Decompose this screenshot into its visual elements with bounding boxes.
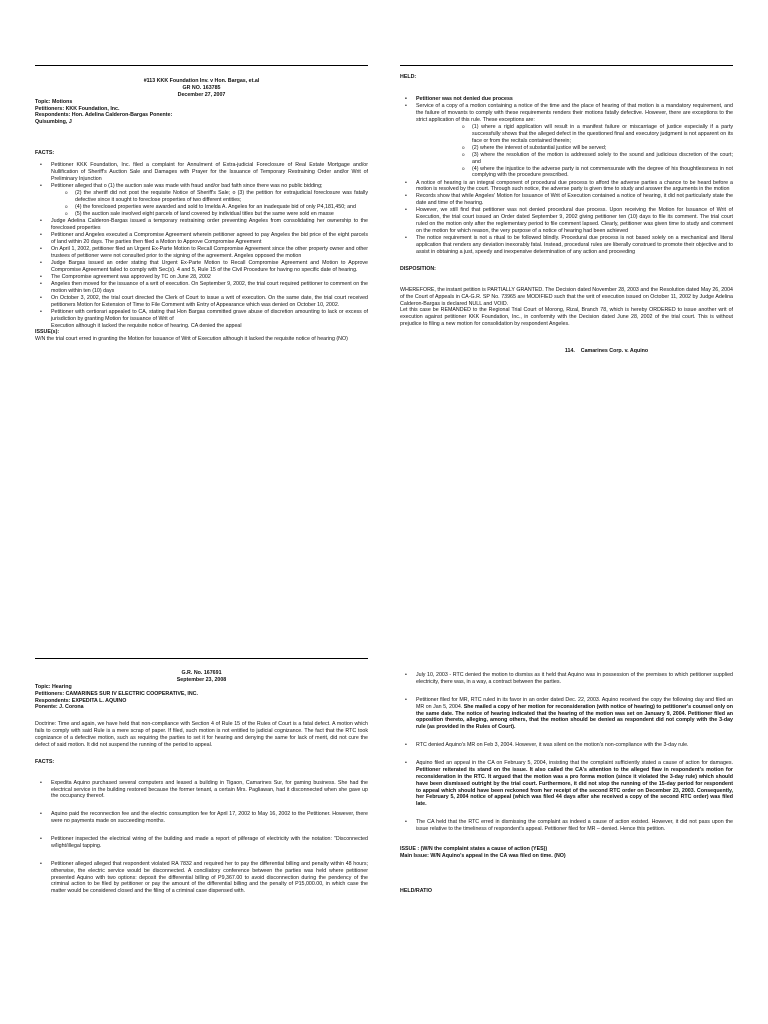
- case-petitioners: Petitioners: KKK Foundation, Inc.: [35, 105, 120, 112]
- held-heading: HELD:: [400, 74, 417, 80]
- list-item: • July 10, 2003 - RTC denied the motion to dismiss as it held that Aquino was in possession of the premises to which petitioner supplied electricity, there was, in a way, a contract between the parties.: [416, 672, 733, 686]
- list-item: • Expedita Aquino purchased several computers and leased a building in Tigaon, Camarines Sur, for gaming business. She had the electrical service in the building restored because the former tenant, a certain Mrs. Pagliawan, had it disconnected when she gave up the occupancy thereof.: [51, 780, 368, 801]
- list-item-text: Petitioner filed for MR, RTC ruled in its favor in an order dated Dec. 22, 2003. Aquino received the copy the following day and filed an MR on Jan 5, 2004.: [416, 696, 733, 710]
- list-item: • However, we still find that petitioner was not denied procedural due process. Upon receiving the Motion for Issuance of Writ of Execution, the trial court issued an Order dated September 9, 2002 giving petitioner ten (10) days to file its comment. The trial court ruled on the motion only after the reglementary period to file comment lapsed. Clearly, petitioner was given time to study and comment on the motion for which reason, the very purpose of a notice of hearing had been achieved: [416, 207, 733, 235]
- facts-list: [35, 162, 368, 190]
- list-item: • Petitioner and Angeles executed a Compromise Agreement wherein petitioner agreed to pay Angeles the bid price of the eight parcels of land within 20 days. The parties then filed a Motion to Approve Compromise Agreement: [51, 232, 368, 246]
- case-gr-number: G.R. No. 167691: [181, 670, 222, 676]
- next-case-title: 114. Camarines Corp. v. Aquino: [564, 348, 649, 354]
- list-item: o (2) the sheriff did not post the requisite Notice of Sheriff's Sale; o (3) the petition for extrajudicial foreclosure was fatally defective since it sought to foreclose properties of two different entities;: [75, 190, 368, 204]
- issue-text: ISSUE : (W/N the complaint states a cause of action (YES)): [400, 845, 548, 852]
- case-respondents: Respondents: EXPEDITA L. AQUINO: [35, 697, 127, 704]
- case-date: December 27, 2007: [177, 91, 226, 98]
- list-item: • The CA held that the RTC erred in dismissing the complaint as indeed a cause of action existed. However, it did not pass upon the issue relative to the timeliness of respondent's appeal. Petitioner filed for MR – denied. Hence this petition.: [416, 819, 733, 833]
- facts-sub-list: [35, 190, 368, 218]
- list-item: o (1) where a rigid application will result in a manifest failure or miscarriage of justice especially if a party successfully shows that the alleged defect in the questioned final and executory judgment is not apparent on its face or from the recitals contained therein;: [472, 124, 733, 145]
- list-item: • The Compromise agreement was approved by TC on June 28, 2002: [51, 274, 368, 281]
- case-petitioners: Petitioners: CAMARINES SUR IV ELECTRIC COOPERATIVE, INC.: [35, 690, 198, 697]
- facts-heading: FACTS:: [35, 150, 55, 157]
- case-respondents: Respondents: Hon. Adelina Calderon-Bargas Ponente:: [35, 112, 173, 119]
- facts-heading: FACTS:: [35, 758, 55, 765]
- list-item: • The notice requirement is not a ritual to be followed blindly. Procedural due process is not based solely on a mechanical and literal application that renders any deviation inexorably fatal. Instead, procedural rules are liberally construed to promote their objective and to assist in obtaining a just, speedy and inexpensive determination of any action and proceeding: [416, 235, 733, 256]
- disposition-heading: DISPOSITION:: [400, 265, 436, 272]
- list-item: • A notice of hearing is an integral component of procedural due process to afford the adverse parties a chance to be heard before a motion is resolved by the court. Through such notice, the adverse party is given time to study and answer the arguments in the motion: [416, 180, 733, 194]
- list-item: o (4) the foreclosed properties were awarded and sold to Imelda A. Angeles for an inadequate bid of only P4,181,450; and: [75, 204, 368, 211]
- list-item: • Judge Bargas issued an order stating that Urgent Ex-Parte Motion to Recall Compromise Agreement and Motion to Approve Compromise Agreement failed to comply with Sec(s). 4 and 5, Rule 15 of the Civil Procedure for having no specific date of hearing.: [51, 260, 368, 274]
- case-title: #113 KKK Foundation Inv. v Hon. Bargas, et.al: [143, 78, 260, 84]
- case-ponente: Quisumbing, J: [35, 119, 72, 126]
- list-item-emphasis: Petitioner reiterated its stand on the issue. It also called the CA's attention to the alleged flaw in respondent's motion for reconsideration in the RTC. It argued that the motion was a pro forma motion (since it violated the 3-day rule) which should have been dismissed outright by the trial court. Furthermore, it did not stop the running of the 15-day period for respondent to appeal which should have been reckoned from her receipt of the second RTC order on December 23, 2003. Consequently, her February 5, 2004 notice of appeal (which was filed 44 days after she received a copy of the second RTC order) was filed late.: [416, 766, 733, 808]
- list-item: • Petitioner with certiorari appealed to CA, stating that Hon Bargas committed grave abuse of discretion amounting to lack or excess of jurisdiction by granting Motion for issuance of Writ of: [51, 309, 368, 323]
- list-item: o (3) where the resolution of the motion is addressed solely to the sound and judicious discretion of the court; and: [472, 152, 733, 166]
- case-gr-number: GR NO. 163785: [182, 84, 221, 91]
- issue-heading: ISSUE(s):: [35, 329, 60, 336]
- list-item: • Petitioner was not denied due process: [416, 96, 733, 103]
- list-item: o (2) where the interest of substantial justice will be served;: [472, 145, 733, 152]
- list-item: • Judge Adelina Calderon-Bargas issued a temporary restraining order preventing Angeles from consolidating her ownership to the foreclosed properties: [51, 218, 368, 232]
- list-item-emphasis: She mailed a copy of her motion for reconsideration (with notice of hearing) to petitioner's counsel only on the same date. The notice of hearing indicated that the hearing of the motion was set on January 9, 2004. Petitioner filed an opposition thereto, alleging, among others, that the motion should be denied as respondent did not comply with the 3-day rule (as provided in the Rules of Court).: [416, 703, 733, 731]
- facts-tail: Execution although it lacked the requisite notice of hearing. CA denied the appeal: [51, 322, 242, 329]
- list-item: • Angeles then moved for the issuance of a writ of execution. On September 9, 2002, the trial court required petitioner to comment on the motion within ten (10) days: [51, 281, 368, 295]
- case-topic: Topic: Motions: [35, 98, 73, 105]
- disposition-paragraph: WHEREFORE, the instant petition is PARTIALLY GRANTED. The Decision dated November 28, 2003 and the Resolution dated May 26, 2004 of the Court of Appeals in CA-G.R. SP No. 73965 are MODIFIED such that the writ of execution issued on October 11, 2002 by Judge Adelina Calderon-Bargas is declared NULL and VOID.: [400, 286, 733, 307]
- list-item: o (4) where the injustice to the adverse party is not commensurate with the degree of his thoughtlessness in not complying with the procedure prescribed.: [472, 166, 733, 180]
- facts-list: [35, 780, 368, 896]
- list-item: • Petitioner alleged that o (1) the auction sale was made with fraud and/or bad faith since there was no public bidding;: [51, 183, 368, 190]
- issue-text: W/N the trial court erred in granting the Motion for Issuance of Writ of Execution although it lacked the requisite notice of hearing (NO): [35, 336, 348, 343]
- held-sub-list: [400, 124, 733, 180]
- case1-right-column: [400, 65, 733, 355]
- list-item: [416, 697, 733, 731]
- list-item: • Records show that while Angeles' Motion for Issuance of Writ of Execution contained a notice of hearing, it did not particularly state the date and time of the hearing.: [416, 193, 733, 207]
- list-item: • Petitioner KKK Foundation, Inc. filed a complaint for Annulment of Extra-judicial Foreclosure of Real Estate Mortgage and/or Nullification of Sheriff's Auction Sale and Damages with Prayer for the Issuance of Temporary Restraining Order and/or Writ of Preliminary Injunction: [51, 162, 368, 183]
- case-date: September 23, 2008: [176, 676, 227, 683]
- case1-left-column: [35, 65, 368, 343]
- list-item: • On April 1, 2002, petitioner filed an Urgent Ex-Parte Motion to Recall Compromise Agreement since the other property owner and other trustees of petitioner were not consulted prior to the signing of the agreement. Angeles opposed the motion: [51, 246, 368, 260]
- case-topic: Topic: Hearing: [35, 683, 72, 690]
- list-item: [416, 760, 733, 808]
- list-item-text: Aquino filed an appeal in the CA on February 5, 2004, insisting that the complaint sufficiently stated a cause of action for damages.: [416, 760, 733, 766]
- list-item: • Petitioner inspected the electrical wiring of the building and made a report of pilferage of electricity with the notation: "Disconnected w/light/illegal tapping.: [51, 836, 368, 850]
- held-list: [400, 96, 733, 124]
- main-issue-text: Main Issue: W/N Aquino's appeal in the CA was filed on time. (NO): [400, 852, 566, 859]
- procedural-history-list: [400, 672, 733, 833]
- held-list-continued: [400, 180, 733, 256]
- facts-list-continued: [35, 218, 368, 322]
- list-item: • Aquino paid the reconnection fee and the electric consumption fee for April 17, 2002 to May 16, 2002 to the Petitioner. However, there were no payments made on succeeding months.: [51, 811, 368, 825]
- list-item: o (5) the auction sale involved eight parcels of land covered by individual titles but the same were sold en masse: [75, 211, 368, 218]
- case2-right-column: [400, 672, 733, 895]
- case2-left-column: [35, 658, 368, 906]
- doctrine-paragraph: Doctrine: Time and again, we have held that non-compliance with Section 4 of Rule 15 of the Rules of Court is a fatal defect. A motion which fails to comply with said Rule is a mere scrap of paper. If filed, such motion is not entitled to judicial cognizance. The fact that the RTC took cognizance of a defective motion, such as requiring the parties to set it for hearing and denying the same for lack of merit, did not cure the defect of said motion. It did not suspend the running of the period to appeal.: [35, 721, 368, 748]
- list-item: • Service of a copy of a motion containing a notice of the time and the place of hearing of that motion is a mandatory requirement, and the failure of movants to comply with these requirements renders their motions fatally defective. However, there are exceptions to the strict application of this rule. These exceptions are:: [416, 103, 733, 124]
- held-ratio-heading: HELD/RATIO: [400, 887, 432, 894]
- list-item: • RTC denied Aquino's MR on Feb 3, 2004. However, it was silent on the motion's non-compliance with the 3-day rule.: [416, 742, 733, 749]
- disposition-paragraph: Let this case be REMANDED to the Regional Trial Court of Morong, Rizal, Branch 78, which is hereby ORDERED to issue another writ of execution against petitioner KKK Foundation, Inc., in conformity with the Decision dated June 28, 2002 of the trial court. This is without prejudice to filing a new motion for consolidation by respondent Angeles.: [400, 307, 733, 328]
- case-ponente: Ponente: J. Corona: [35, 704, 84, 711]
- list-item: • Petitioner alleged alleged that respondent violated RA 7832 and required her to pay the differential billing and penalty within 48 hours; otherwise, the electric service would be disconnected. A conciliatory conference between the parties was held where petitioner presented Aquino with two options: deposit the differential billing of P9,367.00 to avoid disconnection during the pendency of the criminal action to be filed by petitioner or pay the amount of the differential billing and the penalty of P15,000.00, in which case the matter would be considered closed and the filing of a criminal case dispensed with.: [51, 861, 368, 895]
- list-item: • On October 3, 2002, the trial court directed the Clerk of Court to issue a writ of execution. On the same date, the trial court received petitioners Motion for Extension of Time to File Comment with Entry of Appearance which was denied on October 10, 2002.: [51, 295, 368, 309]
